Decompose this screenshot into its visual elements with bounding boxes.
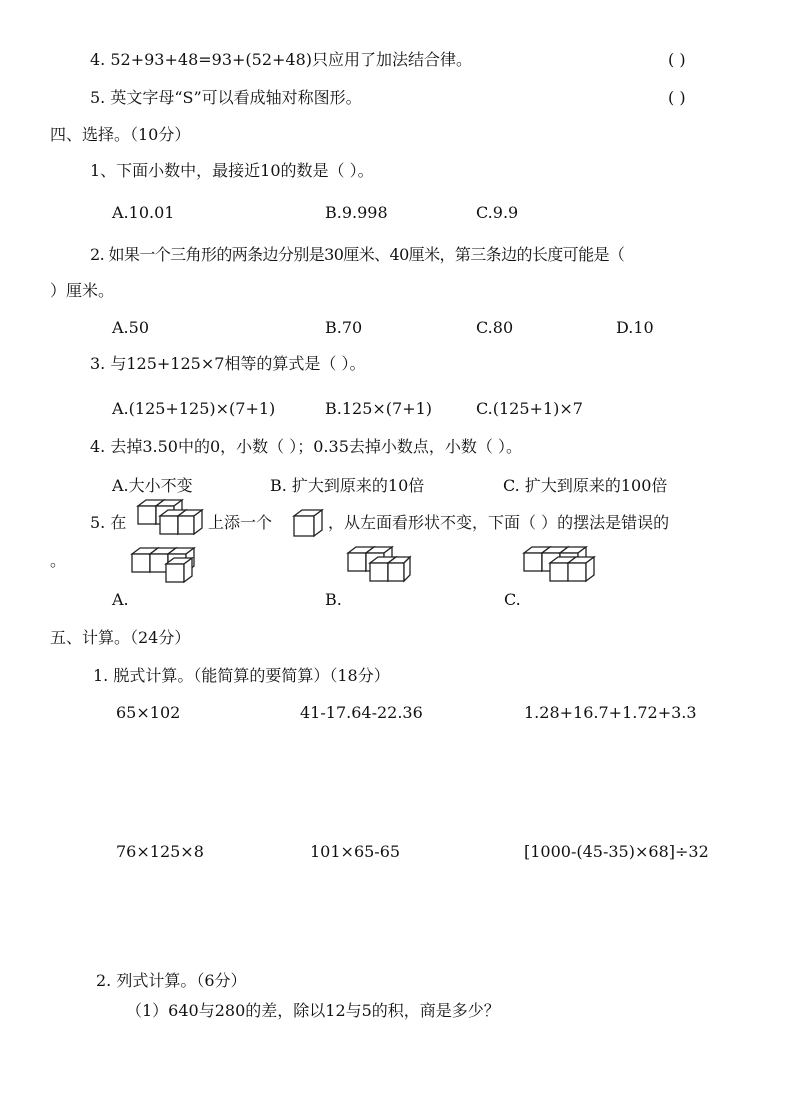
choice-q3-stem: 3. 与125+125×7相等的算式是（ ）。 <box>90 354 366 373</box>
calc-part2-title: 2. 列式计算。（6分） <box>96 971 247 990</box>
choice-q5-stem-prefix: 5. 在 <box>90 513 127 532</box>
calc-item-1: 65×102 <box>116 703 181 722</box>
choice-q5-option-a[interactable]: A. <box>112 590 129 609</box>
judge-q5-answer-blank[interactable]: ( ) <box>668 88 686 107</box>
calc-item-3: 1.28+16.7+1.72+3.3 <box>524 703 697 722</box>
choice-q4-option-c[interactable]: C. 扩大到原来的100倍 <box>503 476 668 495</box>
choice-q4-stem: 4. 去掉3.50中的0，小数（ ）；0.35去掉小数点，小数（ ）。 <box>90 437 522 456</box>
choice-q5-stem-suffix: ，从左面看形状不变，下面（ ）的摆法是错误的 <box>328 513 670 532</box>
choice-q5-option-c[interactable]: C. <box>504 590 521 609</box>
judge-q4: 4. 52+93+48=93+(52+48)只应用了加法结合律。 <box>90 50 473 69</box>
option-b-cube-figure[interactable] <box>346 541 412 589</box>
calc-part2-q1: （1）640与280的差，除以12与5的积，商是多少？ <box>126 1001 500 1020</box>
calc-item-6: [1000-(45-35)×68]÷32 <box>524 842 709 861</box>
choice-q4-option-b[interactable]: B. 扩大到原来的10倍 <box>270 476 425 495</box>
choice-q5-stem-line2: 。 <box>50 551 67 570</box>
choice-q3-option-a[interactable]: A.(125+125)×(7+1) <box>112 399 276 418</box>
judge-q4-answer-blank[interactable]: ( ) <box>668 50 686 69</box>
choice-q2-stem-line1: 2. 如果一个三角形的两条边分别是30厘米、40厘米，第三条边的长度可能是（ <box>90 245 625 264</box>
calc-part1-title: 1. 脱式计算。（能简算的要简算）（18分） <box>93 666 390 685</box>
choice-q2-option-a[interactable]: A.50 <box>112 318 149 337</box>
choice-q2-option-b[interactable]: B.70 <box>325 318 363 337</box>
choice-q5-stem-mid: 上添一个 <box>208 513 273 532</box>
option-c-cube-figure[interactable] <box>522 541 598 589</box>
choice-q1-stem: 1、下面小数中，最接近10的数是（ ）。 <box>90 161 374 180</box>
choice-q2-option-c[interactable]: C.80 <box>476 318 514 337</box>
calc-item-2: 41-17.64-22.36 <box>300 703 423 722</box>
choice-q2-stem-line2: ）厘米。 <box>50 281 115 300</box>
choice-q3-option-b[interactable]: B.125×(7+1) <box>325 399 433 418</box>
choice-q5-option-b[interactable]: B. <box>325 590 342 609</box>
choice-q1-option-b[interactable]: B.9.998 <box>325 203 388 222</box>
calc-item-4: 76×125×8 <box>116 842 204 861</box>
choice-q4-option-a[interactable]: A.大小不变 <box>112 476 193 495</box>
judge-q5: 5. 英文字母“S”可以看成轴对称图形。 <box>90 88 362 107</box>
section4-title: 四、选择。（10分） <box>50 125 191 144</box>
calc-item-5: 101×65-65 <box>310 842 401 861</box>
cube-stack-original-figure <box>136 498 204 538</box>
section5-title: 五、计算。（24分） <box>50 628 191 647</box>
choice-q3-option-c[interactable]: C.(125+1)×7 <box>476 399 583 418</box>
single-cube-figure <box>292 508 324 538</box>
choice-q1-option-a[interactable]: A.10.01 <box>112 203 175 222</box>
option-a-cube-figure[interactable] <box>130 544 208 586</box>
choice-q2-option-d[interactable]: D.10 <box>616 318 654 337</box>
choice-q1-option-c[interactable]: C.9.9 <box>476 203 519 222</box>
